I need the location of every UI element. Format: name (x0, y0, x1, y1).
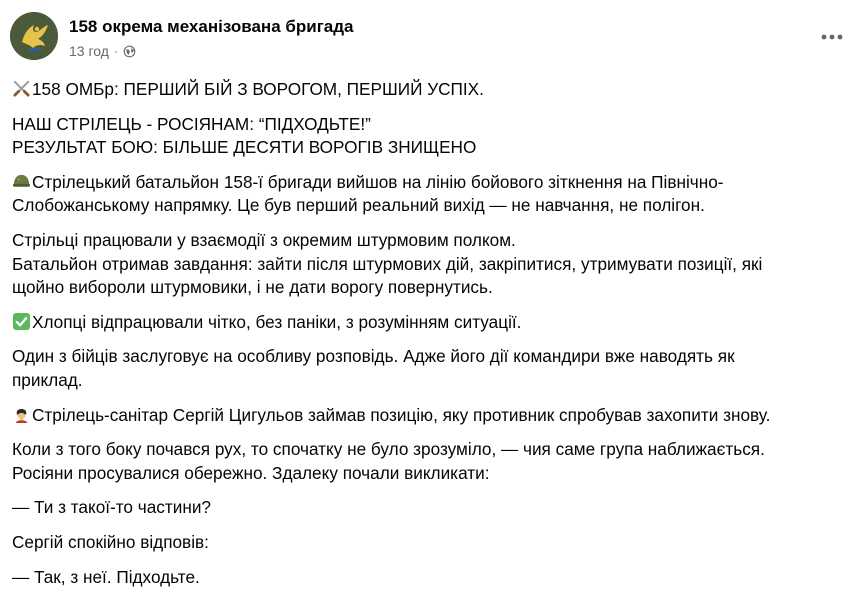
paragraph-line: Коли з того боку почався рух, то спочатку не було зрозуміло, — чия саме група наближається. (12, 439, 765, 460)
meta-separator: · (113, 44, 118, 58)
paragraph-line: Стрілець-санітар Сергій Цигульов займав позицію, яку противник спробував захопити знову. (32, 404, 771, 425)
paragraph-line: РЕЗУЛЬТАТ БОЮ: БІЛЬШЕ ДЕСЯТИ ВОРОГІВ ЗНИЩЕНО (12, 137, 477, 158)
crossed-swords-icon (12, 79, 31, 98)
post-text (12, 78, 842, 589)
soldier-icon (12, 405, 31, 424)
paragraph-line: Росіяни просувалися обережно. Здалеку почали викликати: (12, 462, 490, 483)
more-options-icon (821, 34, 843, 40)
paragraph-line: Сергій спокійно відповів: (12, 531, 209, 552)
paragraph-line: — Ти з такої-то частини? (12, 497, 211, 518)
post-meta (69, 43, 136, 59)
brigade-emblem-icon (10, 12, 58, 60)
page-avatar[interactable] (10, 12, 58, 60)
paragraph-line: Один з бійців заслуговує на особливу розповідь. Адже його дії командири вже наводять як (12, 346, 735, 367)
paragraph-line: Хлопці відпрацювали чітко, без паніки, з розумінням ситуації. (32, 311, 522, 332)
page-name[interactable]: 158 окрема механізована бригада (69, 17, 354, 36)
post-paragraph (12, 171, 842, 195)
paragraph-line: — Так, з неї. Підходьте. (12, 566, 200, 587)
paragraph-line: Слобожанському напрямку. Це був перший реальний вихід — не навчання, не полігон. (12, 195, 705, 216)
globe-icon[interactable] (123, 45, 136, 58)
post-paragraph (12, 311, 842, 335)
paragraph-line: Батальйон отримав завдання: зайти після штурмових дій, закріпитися, утримувати позиції, які (12, 253, 763, 274)
paragraph-line: щойно вибороли штурмовики, і не дати ворогу повернутись. (12, 277, 493, 298)
post-paragraph (12, 404, 842, 428)
post-header (10, 12, 845, 64)
post-paragraph (12, 78, 842, 102)
post-time[interactable]: 13 год (69, 43, 109, 59)
military-helmet-icon (12, 172, 31, 191)
paragraph-line: приклад. (12, 369, 83, 390)
paragraph-line: НАШ СТРІЛЕЦЬ - РОСІЯНАМ: “ПІДХОДЬТЕ!” (12, 113, 371, 134)
more-options-button[interactable] (819, 24, 845, 50)
paragraph-line: Стрільці працювали у взаємодії з окремим штурмовим полком. (12, 229, 516, 250)
paragraph-line: 158 ОМБр: ПЕРШИЙ БІЙ З ВОРОГОМ, ПЕРШИЙ УСПІХ. (32, 79, 484, 99)
paragraph-line: Стрілецький батальйон 158-ї бригади вийшов на лінію бойового зіткнення на Північно- (32, 171, 724, 192)
check-mark-icon (12, 312, 31, 331)
